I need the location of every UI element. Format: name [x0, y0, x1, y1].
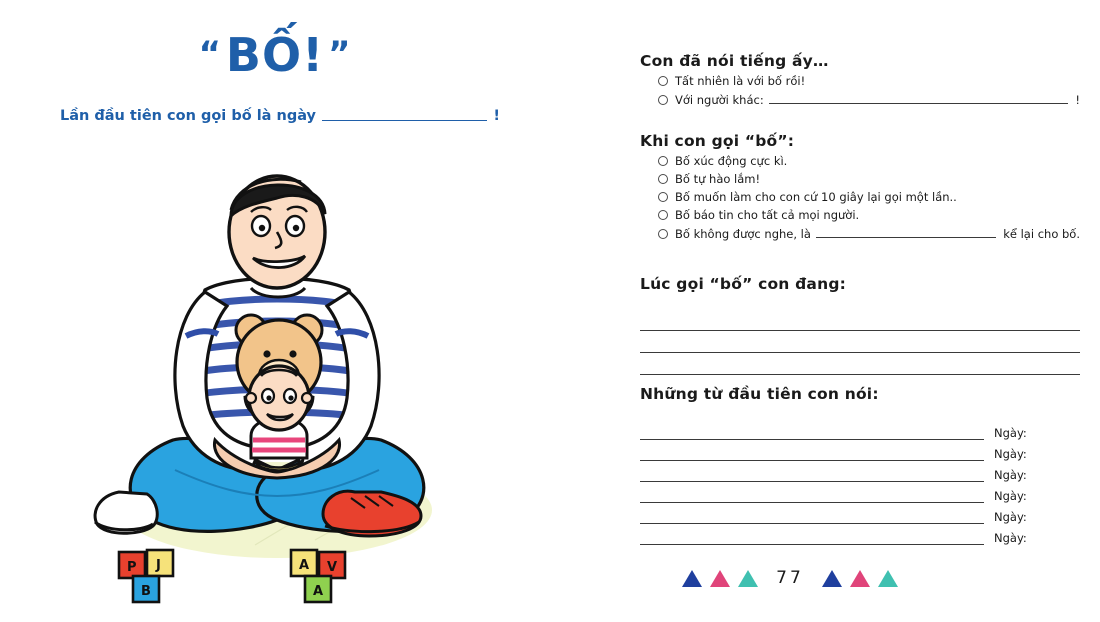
subtitle-suffix: ! — [493, 108, 500, 124]
radio-icon[interactable] — [658, 76, 668, 86]
svg-text:J: J — [156, 558, 161, 573]
father-holding-baby-illustration — [55, 140, 495, 610]
section-when-called-dad — [640, 132, 1080, 241]
triangle-icon — [682, 570, 702, 587]
option-label: Bố muốn làm cho con cứ 10 giây lại gọi một lần.. — [675, 190, 957, 204]
radio-icon[interactable] — [658, 156, 668, 166]
first-words-list[interactable] — [640, 419, 1080, 545]
option-tail: kể lại cho bố. — [1003, 227, 1080, 241]
date-label: Ngày: — [994, 426, 1027, 440]
option-tail: ! — [1075, 93, 1080, 107]
section-said-it-to — [640, 52, 1080, 107]
word-blank[interactable] — [640, 440, 984, 461]
rule-line[interactable] — [640, 309, 1080, 331]
section2-heading: Khi con gọi “bố”: — [640, 132, 795, 150]
page-number: 77 — [776, 568, 804, 588]
svg-text:A: A — [313, 584, 324, 599]
word-blank[interactable] — [640, 482, 984, 503]
radio-icon[interactable] — [658, 210, 668, 220]
first-word-row[interactable] — [640, 482, 1080, 503]
svg-text:B: B — [141, 584, 151, 599]
option-label: Bố xúc động cực kì. — [675, 154, 788, 168]
section-first-words — [640, 385, 1080, 545]
date-label: Ngày: — [994, 531, 1027, 545]
title-text: BỐ! — [225, 28, 325, 82]
triangle-icon — [738, 570, 758, 587]
first-word-row[interactable] — [640, 503, 1080, 524]
triangle-icon — [710, 570, 730, 587]
radio-icon[interactable] — [658, 95, 668, 105]
first-word-row[interactable] — [640, 461, 1080, 482]
subtitle-prefix: Lần đầu tiên con gọi bố là ngày — [60, 108, 317, 124]
write-in-blank[interactable] — [769, 92, 1069, 104]
date-blank[interactable] — [322, 108, 487, 121]
radio-icon[interactable] — [658, 174, 668, 184]
triangle-icon — [850, 570, 870, 587]
option-label: Bố không được nghe, là — [675, 227, 811, 241]
svg-text:A: A — [299, 558, 310, 573]
word-blank[interactable] — [640, 461, 984, 482]
baby — [246, 366, 312, 471]
radio-icon[interactable] — [658, 229, 668, 239]
section-what-baby-was-doing — [640, 275, 1080, 375]
date-label: Ngày: — [994, 468, 1027, 482]
alphabet-blocks — [119, 550, 345, 602]
option-label: Bố báo tin cho tất cả mọi người. — [675, 208, 860, 222]
checkbox-option[interactable] — [658, 190, 1080, 204]
date-label: Ngày: — [994, 447, 1027, 461]
checkbox-option[interactable] — [658, 172, 1080, 186]
left-shoe — [95, 492, 157, 533]
word-blank[interactable] — [640, 419, 984, 440]
radio-icon[interactable] — [658, 192, 668, 202]
ruled-lines[interactable] — [640, 309, 1080, 375]
option-label: Tất nhiên là với bố rồi! — [675, 74, 806, 88]
date-label: Ngày: — [994, 489, 1027, 503]
checkbox-option[interactable] — [658, 208, 1080, 222]
checkbox-option[interactable] — [658, 226, 1080, 241]
word-blank[interactable] — [640, 503, 984, 524]
section3-heading: Lúc gọi “bố” con đang: — [640, 275, 847, 293]
word-blank[interactable] — [640, 524, 984, 545]
title-open-quote: “ — [198, 34, 222, 74]
option-label: Bố tự hào lắm! — [675, 172, 761, 186]
page-title — [0, 28, 550, 82]
page-footer — [600, 568, 980, 588]
first-word-date-field[interactable] — [60, 108, 500, 124]
write-in-blank[interactable] — [816, 226, 996, 238]
checkbox-option[interactable] — [658, 92, 1080, 107]
first-word-row[interactable] — [640, 419, 1080, 440]
checkbox-option[interactable] — [658, 74, 1080, 88]
first-word-row[interactable] — [640, 524, 1080, 545]
svg-text:V: V — [327, 560, 338, 575]
first-word-row[interactable] — [640, 440, 1080, 461]
date-label: Ngày: — [994, 510, 1027, 524]
option-label: Với người khác: — [675, 93, 764, 107]
title-close-quote: ” — [328, 34, 352, 74]
svg-text:P: P — [127, 560, 137, 575]
rule-line[interactable] — [640, 353, 1080, 375]
section4-heading: Những từ đầu tiên con nói: — [640, 385, 879, 403]
right-page — [600, 0, 1100, 622]
triangle-icon — [822, 570, 842, 587]
rule-line[interactable] — [640, 331, 1080, 353]
checkbox-option[interactable] — [658, 154, 1080, 168]
triangle-icon — [878, 570, 898, 587]
section1-heading: Con đã nói tiếng ấy… — [640, 52, 829, 70]
